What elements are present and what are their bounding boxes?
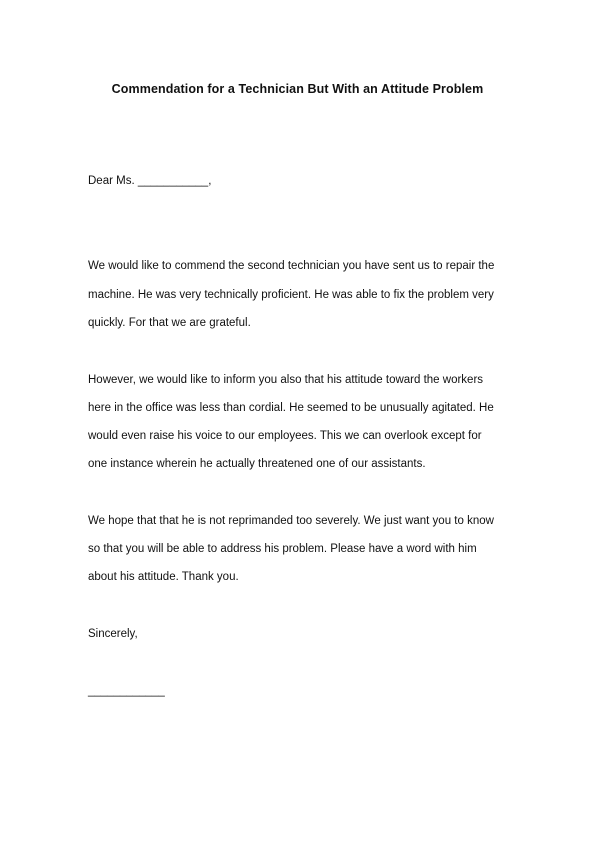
paragraph-1-line-1: We would like to commend the second technician you have sent us to repair the <box>88 260 495 272</box>
closing: Sincerely, <box>88 628 138 640</box>
paragraph-1-line-2: machine. He was very technically proficient. He was able to fix the problem very <box>88 289 494 301</box>
paragraph-2-line-2: here in the office was less than cordial. He seemed to be unusually agitated. He <box>88 402 494 414</box>
salutation: Dear Ms. ___________, <box>88 175 212 187</box>
paragraph-2-line-1: However, we would like to inform you also that his attitude toward the workers <box>88 374 484 386</box>
paragraph-3-line-1: We hope that that he is not reprimanded too severely. We just want you to know <box>88 515 494 527</box>
document-title: Commendation for a Technician But With an Attitude Problem <box>111 82 484 96</box>
paragraph-3-line-2: so that you will be able to address his problem. Please have a word with him <box>88 543 477 555</box>
paragraph-1-line-3: quickly. For that we are grateful. <box>88 317 251 329</box>
signature-line: ____________ <box>88 685 165 697</box>
paragraph-3-line-3: about his attitude. Thank you. <box>88 571 239 583</box>
paragraph-2-line-4: one instance wherein he actually threatened one of our assistants. <box>88 458 426 470</box>
paragraph-2-line-3: would even raise his voice to our employees. This we can overlook except for <box>88 430 482 442</box>
